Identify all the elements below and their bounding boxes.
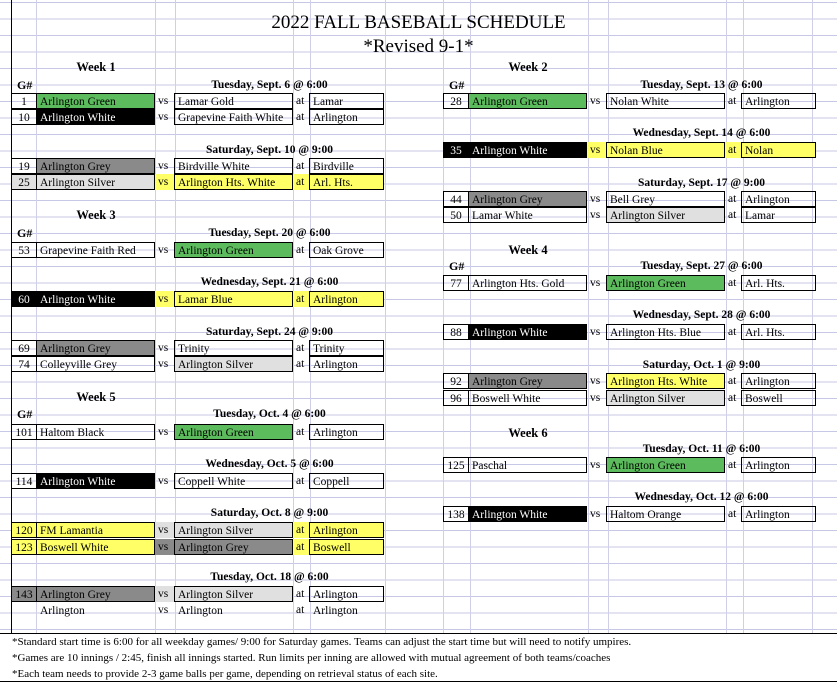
home-team: Paschal	[469, 457, 587, 473]
game-number: 143	[11, 586, 37, 602]
vs-label: vs	[155, 356, 175, 372]
game-row	[443, 207, 816, 223]
game-number-header: G#	[449, 78, 465, 92]
game-row	[443, 506, 816, 522]
vs-label: vs	[587, 373, 607, 389]
game-number: 35	[443, 142, 469, 158]
game-number: 19	[11, 158, 37, 174]
vs-label: vs	[587, 275, 607, 291]
at-label: at	[725, 191, 742, 207]
vs-label: vs	[155, 586, 175, 602]
game-row	[11, 522, 384, 538]
vs-label: vs	[155, 291, 175, 307]
day-header: Tuesday, Sept. 27 @ 6:00	[640, 260, 763, 272]
game-row	[11, 586, 384, 602]
home-team: Arlington White	[37, 473, 155, 489]
game-number-header: G#	[449, 259, 465, 273]
game-row	[443, 142, 816, 158]
home-team: Boswell White	[37, 539, 155, 555]
home-team: Arlington Grey	[37, 340, 155, 356]
game-site: Arlington	[310, 424, 384, 440]
vs-label: vs	[155, 340, 175, 356]
day-header: Wednesday, Oct. 12 @ 6:00	[634, 491, 769, 503]
game-site: Arlington	[742, 93, 816, 109]
game-site: Coppell	[310, 473, 384, 489]
vs-label: vs	[155, 109, 175, 125]
away-team: Arlington Hts. White	[175, 174, 293, 190]
day-header: Wednesday, Sept. 14 @ 6:00	[632, 127, 771, 139]
page-title: 2022 FALL BASEBALL SCHEDULE	[271, 12, 566, 33]
game-number: 125	[443, 457, 469, 473]
game-number-header: G#	[17, 226, 33, 240]
at-label: at	[725, 142, 742, 158]
game-number	[11, 602, 37, 618]
game-row	[443, 390, 816, 406]
day-header: Saturday, Sept. 17 @ 9:00	[638, 177, 765, 189]
at-label: at	[293, 109, 310, 125]
home-team: FM Lamantia	[37, 522, 155, 538]
away-team: Arlington Green	[607, 457, 725, 473]
day-header: Tuesday, Sept. 13 @ 6:00	[640, 79, 763, 91]
vs-label: vs	[155, 539, 175, 555]
at-label: at	[725, 390, 742, 406]
home-team: Arlington Green	[37, 93, 155, 109]
week-label: Week 1	[76, 60, 116, 74]
day-header: Wednesday, Sept. 21 @ 6:00	[200, 276, 339, 288]
game-site: Arlington	[742, 457, 816, 473]
day-header: Tuesday, Oct. 4 @ 6:00	[213, 408, 326, 420]
game-number: 114	[11, 473, 37, 489]
game-site: Arlington	[310, 291, 384, 307]
at-label: at	[293, 522, 310, 538]
at-label: at	[293, 586, 310, 602]
away-team: Arlington Hts. Blue	[607, 324, 725, 340]
game-number: 123	[11, 539, 37, 555]
home-team: Arlington White	[469, 142, 587, 158]
game-number: 138	[443, 506, 469, 522]
away-team: Nolan White	[607, 93, 725, 109]
game-site: Arlington	[310, 522, 384, 538]
week-label: Week 5	[76, 390, 116, 404]
at-label: at	[293, 473, 310, 489]
game-site: Arlington	[310, 109, 384, 125]
at-label: at	[725, 324, 742, 340]
vs-label: vs	[155, 93, 175, 109]
away-team: Lamar Gold	[175, 93, 293, 109]
game-row	[443, 373, 816, 389]
game-site: Arlington	[313, 605, 358, 617]
at-label: at	[293, 174, 310, 190]
note-start-time: *Standard start time is 6:00 for all weekday games/ 9:00 for Saturday games. Teams can adjust the start time but will need to notify umpires.	[12, 636, 632, 648]
at-label: at	[293, 340, 310, 356]
away-team: Bell Grey	[607, 191, 725, 207]
home-team: Arlington Grey	[469, 373, 587, 389]
game-number: 60	[11, 291, 37, 307]
home-team: Arlington White	[469, 506, 587, 522]
day-header: Tuesday, Oct. 11 @ 6:00	[642, 443, 761, 455]
home-team: Arlington White	[37, 291, 155, 307]
at-label: at	[725, 93, 742, 109]
day-header: Saturday, Sept. 24 @ 9:00	[206, 326, 333, 338]
day-header: Tuesday, Sept. 6 @ 6:00	[211, 79, 328, 91]
home-team: Arlington Grey	[37, 586, 155, 602]
away-team: Lamar Blue	[175, 291, 293, 307]
game-site: Arlington	[742, 506, 816, 522]
game-row	[11, 602, 384, 618]
day-header: Saturday, Oct. 1 @ 9:00	[642, 359, 761, 371]
game-number: 28	[443, 93, 469, 109]
home-team: Haltom Black	[37, 424, 155, 440]
game-site: Oak Grove	[310, 242, 384, 258]
footnotes	[0, 633, 837, 682]
away-team: Birdville White	[175, 158, 293, 174]
game-site: Lamar	[742, 207, 816, 223]
vs-label: vs	[155, 158, 175, 174]
vs-label: vs	[587, 142, 607, 158]
away-team: Coppell White	[175, 473, 293, 489]
away-team: Arlington Green	[175, 424, 293, 440]
game-row	[11, 158, 384, 174]
away-team: Arlington	[178, 605, 223, 617]
at-label: at	[296, 604, 305, 616]
game-number: 50	[443, 207, 469, 223]
vs-label: vs	[155, 424, 175, 440]
week-label: Week 2	[508, 60, 548, 74]
game-number: 10	[11, 109, 37, 125]
vs-label: vs	[155, 522, 175, 538]
game-row	[11, 473, 384, 489]
game-number: 74	[11, 356, 37, 372]
home-team: Arlington Green	[469, 93, 587, 109]
at-label: at	[293, 356, 310, 372]
at-label: at	[293, 539, 310, 555]
vs-label: vs	[587, 93, 607, 109]
home-team: Arlington White	[37, 109, 155, 125]
note-game-balls: *Each team needs to provide 2-3 game balls per game, depending on retrieval status of each site.	[12, 668, 438, 680]
game-number: 88	[443, 324, 469, 340]
game-site: Arlington	[742, 373, 816, 389]
vs-label: vs	[158, 604, 169, 616]
game-number: 92	[443, 373, 469, 389]
away-team: Grapevine Faith White	[175, 109, 293, 125]
game-row	[11, 174, 384, 190]
vs-label: vs	[155, 174, 175, 190]
away-team: Arlington Silver	[607, 390, 725, 406]
vs-label: vs	[587, 324, 607, 340]
game-site: Boswell	[742, 390, 816, 406]
game-number: 96	[443, 390, 469, 406]
home-team: Colleyville Grey	[37, 356, 155, 372]
game-row	[11, 242, 384, 258]
home-team: Arlington Hts. Gold	[469, 275, 587, 291]
game-number: 1	[11, 93, 37, 109]
week-label: Week 4	[508, 243, 548, 257]
home-team: Arlington Grey	[37, 158, 155, 174]
vs-label: vs	[155, 242, 175, 258]
away-team: Arlington Hts. White	[607, 373, 725, 389]
game-site: Arl. Hts.	[310, 174, 384, 190]
vs-label: vs	[587, 506, 607, 522]
at-label: at	[725, 457, 742, 473]
week-label: Week 3	[76, 208, 116, 222]
note-innings: *Games are 10 innings / 2:45, finish all innings started. Run limits per inning are allowed with mutual agreement of both teams/coaches	[12, 652, 611, 664]
day-header: Tuesday, Oct. 18 @ 6:00	[210, 571, 329, 583]
at-label: at	[725, 373, 742, 389]
day-header: Wednesday, Sept. 28 @ 6:00	[632, 309, 771, 321]
away-team: Arlington Silver	[175, 522, 293, 538]
game-site: Trinity	[310, 340, 384, 356]
home-team: Arlington Grey	[469, 191, 587, 207]
game-row	[11, 93, 384, 109]
at-label: at	[293, 242, 310, 258]
home-team: Boswell White	[469, 390, 587, 406]
game-site: Boswell	[310, 539, 384, 555]
game-site: Birdville	[310, 158, 384, 174]
game-site: Arl. Hts.	[742, 275, 816, 291]
home-team: Grapevine Faith Red	[37, 242, 155, 258]
game-row	[11, 109, 384, 125]
page-subtitle: *Revised 9-1*	[363, 36, 474, 57]
week-label: Week 6	[508, 426, 548, 440]
day-header: Wednesday, Oct. 5 @ 6:00	[205, 458, 334, 470]
at-label: at	[293, 291, 310, 307]
at-label: at	[293, 93, 310, 109]
game-number: 120	[11, 522, 37, 538]
game-site: Arlington	[310, 586, 384, 602]
away-team: Arlington Green	[607, 275, 725, 291]
game-site: Arlington	[310, 356, 384, 372]
game-site: Lamar	[310, 93, 384, 109]
game-row	[443, 191, 816, 207]
game-number: 69	[11, 340, 37, 356]
at-label: at	[293, 158, 310, 174]
vs-label: vs	[587, 191, 607, 207]
day-header: Tuesday, Sept. 20 @ 6:00	[208, 227, 331, 239]
game-row	[11, 424, 384, 440]
game-number-header: G#	[17, 407, 33, 421]
game-site: Arlington	[742, 191, 816, 207]
game-number: 77	[443, 275, 469, 291]
away-team: Haltom Orange	[607, 506, 725, 522]
game-number: 53	[11, 242, 37, 258]
away-team: Arlington Silver	[175, 586, 293, 602]
away-team: Nolan Blue	[607, 142, 725, 158]
game-row	[443, 275, 816, 291]
away-team: Arlington Grey	[175, 539, 293, 555]
home-team: Lamar White	[469, 207, 587, 223]
game-number: 25	[11, 174, 37, 190]
game-number: 44	[443, 191, 469, 207]
game-row	[11, 291, 384, 307]
day-header: Saturday, Oct. 8 @ 9:00	[210, 507, 329, 519]
home-team: Arlington	[40, 605, 85, 617]
game-site: Arl. Hts.	[742, 324, 816, 340]
vs-label: vs	[587, 207, 607, 223]
away-team: Arlington Green	[175, 242, 293, 258]
at-label: at	[725, 506, 742, 522]
home-team: Arlington Silver	[37, 174, 155, 190]
away-team: Trinity	[175, 340, 293, 356]
game-row	[443, 93, 816, 109]
game-number: 101	[11, 424, 37, 440]
home-team: Arlington White	[469, 324, 587, 340]
game-row	[443, 457, 816, 473]
day-header: Saturday, Sept. 10 @ 9:00	[206, 144, 333, 156]
game-number-header: G#	[17, 78, 33, 92]
away-team: Arlington Silver	[175, 356, 293, 372]
vs-label: vs	[155, 473, 175, 489]
at-label: at	[293, 424, 310, 440]
game-site: Nolan	[742, 142, 816, 158]
game-row	[11, 539, 384, 555]
at-label: at	[725, 207, 742, 223]
game-row	[11, 340, 384, 356]
game-row	[11, 356, 384, 372]
vs-label: vs	[587, 457, 607, 473]
vs-label: vs	[587, 390, 607, 406]
game-row	[443, 324, 816, 340]
away-team: Arlington Silver	[607, 207, 725, 223]
at-label: at	[725, 275, 742, 291]
